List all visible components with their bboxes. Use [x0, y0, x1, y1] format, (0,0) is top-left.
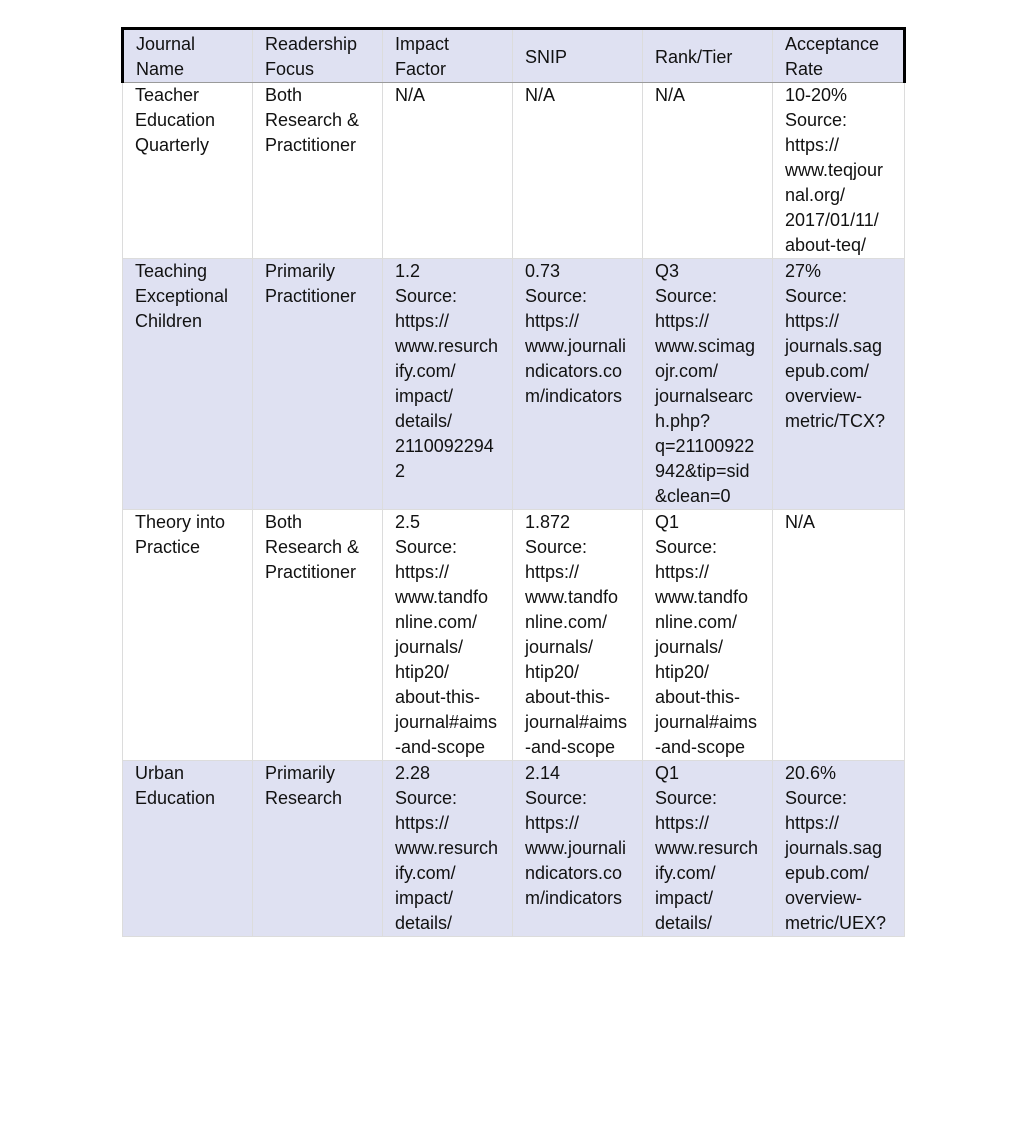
header-row: [123, 29, 905, 83]
cell-readership-focus: Both Research & Practitioner: [253, 510, 383, 761]
column-header-snip: SNIP: [513, 29, 643, 83]
cell-journal-name: Teacher Education Quarterly: [123, 83, 253, 259]
cell-impact-factor: 2.5 Source: https:// www.tandfo nline.com/ journals/ htip20/ about-this- journal#aims -and-scope: [383, 510, 513, 761]
cell-impact-factor: 1.2 Source: https:// www.resurch ify.com/ impact/ details/ 2110092294 2: [383, 259, 513, 510]
table-row: [123, 259, 905, 510]
cell-readership-focus: Both Research & Practitioner: [253, 83, 383, 259]
cell-acceptance-rate: 27% Source: https:// journals.sag epub.com/ overview- metric/TCX?: [773, 259, 905, 510]
table-row: [123, 83, 905, 259]
cell-journal-name: Urban Education: [123, 761, 253, 937]
column-header-acceptance-rate: Acceptance Rate: [773, 29, 905, 83]
column-header-impact-factor: Impact Factor: [383, 29, 513, 83]
cell-snip: 2.14 Source: https:// www.journali ndicators.co m/indicators: [513, 761, 643, 937]
cell-readership-focus: Primarily Research: [253, 761, 383, 937]
column-header-readership-focus: Readership Focus: [253, 29, 383, 83]
table-row: [123, 510, 905, 761]
cell-impact-factor: N/A: [383, 83, 513, 259]
cell-journal-name: Teaching Exceptional Children: [123, 259, 253, 510]
cell-rank-tier: Q3 Source: https:// www.scimag ojr.com/ journalsearc h.php? q=21100922 942&tip=sid &clean=0: [643, 259, 773, 510]
cell-snip: 0.73 Source: https:// www.journali ndicators.co m/indicators: [513, 259, 643, 510]
cell-rank-tier: N/A: [643, 83, 773, 259]
cell-acceptance-rate: 10-20% Source: https:// www.teqjour nal.org/ 2017/01/11/ about-teq/: [773, 83, 905, 259]
cell-rank-tier: Q1 Source: https:// www.resurch ify.com/ impact/ details/: [643, 761, 773, 937]
table-row: [123, 761, 905, 937]
cell-impact-factor: 2.28 Source: https:// www.resurch ify.com/ impact/ details/: [383, 761, 513, 937]
cell-rank-tier: Q1 Source: https:// www.tandfo nline.com/ journals/ htip20/ about-this- journal#aims -and-scope: [643, 510, 773, 761]
table-body: [123, 83, 905, 937]
cell-readership-focus: Primarily Practitioner: [253, 259, 383, 510]
column-header-journal-name: Journal Name: [123, 29, 253, 83]
cell-journal-name: Theory into Practice: [123, 510, 253, 761]
cell-snip: N/A: [513, 83, 643, 259]
journal-comparison-table: [121, 27, 906, 937]
cell-acceptance-rate: N/A: [773, 510, 905, 761]
cell-snip: 1.872 Source: https:// www.tandfo nline.com/ journals/ htip20/ about-this- journal#aims -and-scope: [513, 510, 643, 761]
cell-acceptance-rate: 20.6% Source: https:// journals.sag epub.com/ overview- metric/UEX?: [773, 761, 905, 937]
journal-comparison-table-container: [121, 27, 903, 937]
column-header-rank-tier: Rank/Tier: [643, 29, 773, 83]
table-header: [123, 29, 905, 83]
